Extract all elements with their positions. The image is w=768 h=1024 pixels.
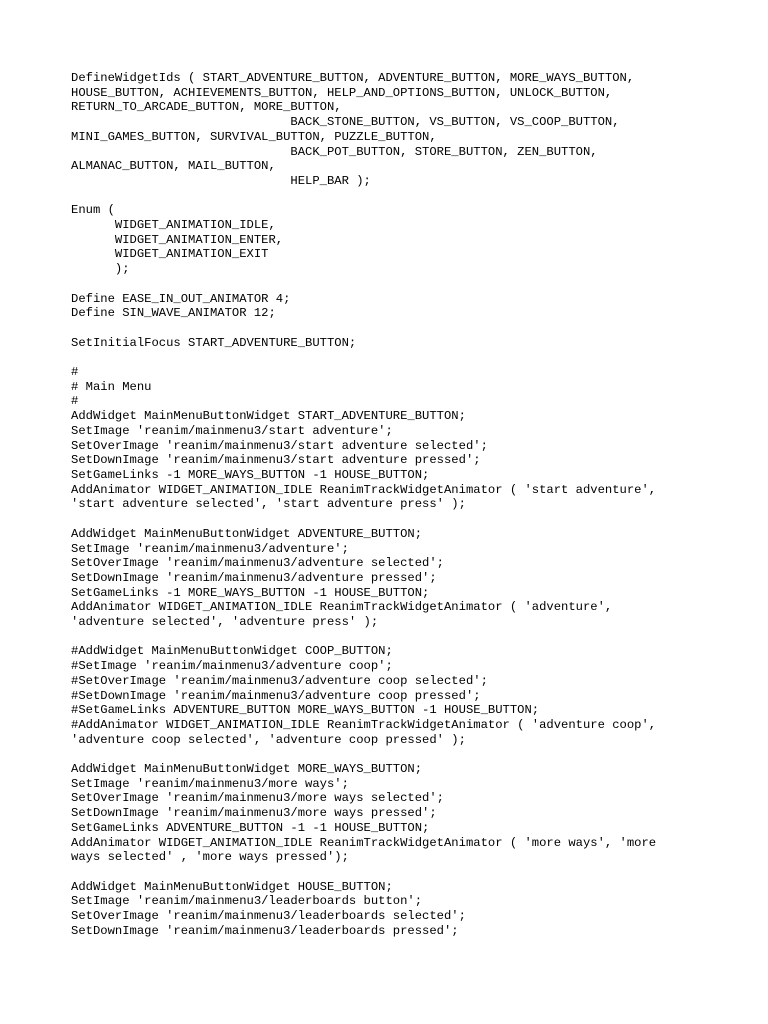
code-line: DefineWidgetIds ( START_ADVENTURE_BUTTON, ADVENTURE_BUTTON, MORE_WAYS_BUTTON,	[71, 71, 635, 85]
code-line: Define EASE_IN_OUT_ANIMATOR 4;	[71, 291, 291, 306]
code-line: 'adventure selected', 'adventure press' );	[71, 615, 379, 630]
code-line: WIDGET_ANIMATION_IDLE,	[71, 218, 276, 233]
code-line: SetImage 'reanim/mainmenu3/more ways';	[71, 776, 349, 791]
document-page	[71, 71, 761, 938]
code-line: ways selected' , 'more ways pressed');	[71, 850, 349, 865]
code-line: AddWidget MainMenuButtonWidget MORE_WAYS_BUTTON;	[71, 762, 423, 777]
code-line: #SetImage 'reanim/mainmenu3/adventure coop';	[71, 659, 393, 674]
code-line: );	[71, 262, 130, 277]
code-line: AddWidget MainMenuButtonWidget ADVENTURE_BUTTON;	[71, 526, 423, 541]
code-line: Define SIN_WAVE_ANIMATOR 12;	[71, 306, 276, 321]
code-line: AddWidget MainMenuButtonWidget HOUSE_BUTTON;	[71, 879, 393, 894]
code-line: WIDGET_ANIMATION_ENTER,	[71, 232, 284, 247]
code-line: #AddWidget MainMenuButtonWidget COOP_BUTTON;	[71, 644, 393, 659]
code-line: SetGameLinks -1 MORE_WAYS_BUTTON -1 HOUSE_BUTTON;	[71, 585, 430, 600]
code-line: AddAnimator WIDGET_ANIMATION_IDLE ReanimTrackWidgetAnimator ( 'start adventure',	[71, 482, 657, 497]
code-line: SetDownImage 'reanim/mainmenu3/more ways pressed';	[71, 806, 437, 821]
code-line: #SetOverImage 'reanim/mainmenu3/adventure coop selected';	[71, 673, 488, 688]
code-line: SetImage 'reanim/mainmenu3/adventure';	[71, 541, 349, 556]
code-line: SetDownImage 'reanim/mainmenu3/leaderboards pressed';	[71, 923, 459, 938]
code-line: 'adventure coop selected', 'adventure coop pressed' );	[71, 732, 466, 747]
code-line: AddWidget MainMenuButtonWidget START_ADVENTURE_BUTTON;	[71, 409, 466, 424]
code-line: SetOverImage 'reanim/mainmenu3/adventure selected';	[71, 556, 444, 571]
code-line: ALMANAC_BUTTON, MAIL_BUTTON,	[71, 159, 276, 174]
code-line: AddAnimator WIDGET_ANIMATION_IDLE ReanimTrackWidgetAnimator ( 'adventure',	[71, 600, 613, 615]
code-listing	[71, 71, 761, 938]
code-line: 'start adventure selected', 'start adventure press' );	[71, 497, 466, 512]
code-line: SetInitialFocus START_ADVENTURE_BUTTON;	[71, 335, 357, 350]
code-line: SetDownImage 'reanim/mainmenu3/adventure pressed';	[71, 570, 437, 585]
code-line: SetOverImage 'reanim/mainmenu3/more ways selected';	[71, 791, 444, 806]
code-line: SetOverImage 'reanim/mainmenu3/start adventure selected';	[71, 438, 488, 453]
code-line: HOUSE_BUTTON, ACHIEVEMENTS_BUTTON, HELP_AND_OPTIONS_BUTTON, UNLOCK_BUTTON,	[71, 85, 613, 100]
code-line: RETURN_TO_ARCADE_BUTTON, MORE_BUTTON,	[71, 100, 342, 115]
code-line: #SetDownImage 'reanim/mainmenu3/adventure coop pressed';	[71, 688, 481, 703]
code-line: AddAnimator WIDGET_ANIMATION_IDLE ReanimTrackWidgetAnimator ( 'more ways', 'more	[71, 835, 657, 850]
code-line: HELP_BAR );	[71, 173, 371, 188]
code-line: SetImage 'reanim/mainmenu3/start adventure';	[71, 423, 393, 438]
code-line: #AddAnimator WIDGET_ANIMATION_IDLE ReanimTrackWidgetAnimator ( 'adventure coop',	[71, 717, 657, 732]
code-line: #SetGameLinks ADVENTURE_BUTTON MORE_WAYS_BUTTON -1 HOUSE_BUTTON;	[71, 703, 540, 718]
code-line: #	[71, 394, 79, 409]
code-line: # Main Menu	[71, 379, 152, 394]
code-line: BACK_STONE_BUTTON, VS_BUTTON, VS_COOP_BUTTON,	[71, 115, 620, 130]
code-line: SetGameLinks -1 MORE_WAYS_BUTTON -1 HOUSE_BUTTON;	[71, 467, 430, 482]
code-line: WIDGET_ANIMATION_EXIT	[71, 247, 269, 262]
code-line: Enum (	[71, 203, 115, 218]
code-line: SetImage 'reanim/mainmenu3/leaderboards button';	[71, 894, 423, 909]
code-line: SetGameLinks ADVENTURE_BUTTON -1 -1 HOUSE_BUTTON;	[71, 820, 430, 835]
code-line: SetDownImage 'reanim/mainmenu3/start adventure pressed';	[71, 453, 481, 468]
code-line: BACK_POT_BUTTON, STORE_BUTTON, ZEN_BUTTON,	[71, 144, 598, 159]
code-line: SetOverImage 'reanim/mainmenu3/leaderboards selected';	[71, 909, 466, 924]
code-line: MINI_GAMES_BUTTON, SURVIVAL_BUTTON, PUZZLE_BUTTON,	[71, 129, 437, 144]
code-line: #	[71, 365, 79, 380]
